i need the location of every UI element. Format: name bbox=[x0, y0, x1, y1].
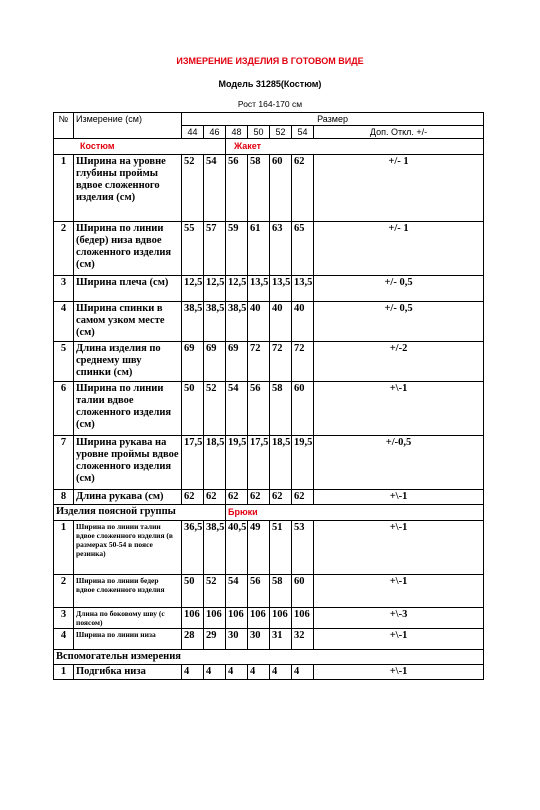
size-value: 32 bbox=[292, 629, 314, 650]
measurement-name: Ширина на уровне глубины проймы вдвое сложенного изделия (см) bbox=[74, 155, 182, 222]
measurement-name: Ширина по линии бедер вдвое сложенного изделия bbox=[74, 575, 182, 608]
size-value: 40 bbox=[292, 302, 314, 342]
size-value: 69 bbox=[226, 342, 248, 382]
size-value: 55 bbox=[182, 222, 204, 276]
size-value: 106 bbox=[292, 608, 314, 629]
section-row bbox=[54, 650, 484, 665]
tolerance-value: +/-2 bbox=[314, 342, 484, 382]
size-46: 46 bbox=[204, 126, 226, 139]
size-value: 4 bbox=[182, 665, 204, 680]
size-54: 54 bbox=[292, 126, 314, 139]
row-number: 1 bbox=[54, 155, 74, 222]
size-50: 50 bbox=[248, 126, 270, 139]
tolerance-value: +\-1 bbox=[314, 490, 484, 505]
size-value: 57 bbox=[204, 222, 226, 276]
size-value: 38,5 bbox=[204, 521, 226, 575]
section-garment: Жакет bbox=[234, 141, 262, 151]
size-value: 13,5 bbox=[270, 276, 292, 302]
tolerance-value: +/- 1 bbox=[314, 222, 484, 276]
size-value: 54 bbox=[204, 155, 226, 222]
section-label: Вспомогательн измерения bbox=[56, 651, 181, 662]
size-value: 62 bbox=[292, 490, 314, 505]
header-measure: Измерение (см) bbox=[74, 113, 182, 139]
table-row bbox=[54, 608, 484, 629]
size-value: 72 bbox=[292, 342, 314, 382]
table-row bbox=[54, 436, 484, 490]
size-value: 4 bbox=[204, 665, 226, 680]
size-value: 17,5 bbox=[248, 436, 270, 490]
row-number: 5 bbox=[54, 342, 74, 382]
section-left bbox=[54, 139, 226, 155]
section-label: Изделия поясной группы bbox=[56, 506, 176, 517]
size-value: 40 bbox=[248, 302, 270, 342]
table-body bbox=[54, 113, 484, 680]
size-value: 54 bbox=[226, 575, 248, 608]
model-name: Модель 31285(Костюм) bbox=[218, 79, 322, 89]
size-48: 48 bbox=[226, 126, 248, 139]
measurement-name: Подгибка низа bbox=[74, 665, 182, 680]
tolerance-value: +/-0,5 bbox=[314, 436, 484, 490]
size-value: 29 bbox=[204, 629, 226, 650]
size-44: 44 bbox=[182, 126, 204, 139]
section-label: Костюм bbox=[80, 141, 115, 151]
size-value: 12,5 bbox=[182, 276, 204, 302]
tolerance-value: +/- 0,5 bbox=[314, 302, 484, 342]
measurement-name: Длина рукава (см) bbox=[74, 490, 182, 505]
size-value: 106 bbox=[248, 608, 270, 629]
size-value: 4 bbox=[270, 665, 292, 680]
document-title: ИЗМЕРЕНИЕ ИЗДЕЛИЯ В ГОТОВОМ ВИДЕ bbox=[176, 56, 364, 66]
height-range: Рост 164-170 см bbox=[237, 99, 303, 109]
tolerance-value: +\-1 bbox=[314, 665, 484, 680]
size-value: 61 bbox=[248, 222, 270, 276]
section-row bbox=[54, 139, 484, 155]
size-value: 50 bbox=[182, 382, 204, 436]
measurement-name: Длина изделия по среднему шву спинки (см) bbox=[74, 342, 182, 382]
size-value: 53 bbox=[292, 521, 314, 575]
size-value: 69 bbox=[182, 342, 204, 382]
row-number: 7 bbox=[54, 436, 74, 490]
row-number: 4 bbox=[54, 629, 74, 650]
measurement-name: Ширина плеча (см) bbox=[74, 276, 182, 302]
size-value: 60 bbox=[292, 575, 314, 608]
size-value: 13,5 bbox=[248, 276, 270, 302]
table-row bbox=[54, 276, 484, 302]
size-value: 106 bbox=[270, 608, 292, 629]
row-number: 3 bbox=[54, 276, 74, 302]
size-value: 52 bbox=[204, 382, 226, 436]
measurement-table bbox=[53, 112, 484, 680]
size-value: 52 bbox=[204, 575, 226, 608]
size-value: 38,5 bbox=[182, 302, 204, 342]
row-number: 3 bbox=[54, 608, 74, 629]
header-num: № bbox=[54, 113, 74, 139]
tolerance-value: +\-3 bbox=[314, 608, 484, 629]
size-value: 62 bbox=[270, 490, 292, 505]
measurement-name: Ширина спинки в самом узком месте (см) bbox=[74, 302, 182, 342]
header-row-1 bbox=[54, 113, 484, 126]
size-value: 28 bbox=[182, 629, 204, 650]
row-number: 6 bbox=[54, 382, 74, 436]
measurement-name: Ширина по линии низа bbox=[74, 629, 182, 650]
table-row bbox=[54, 521, 484, 575]
size-value: 19,5 bbox=[292, 436, 314, 490]
measurement-name: Ширина рукава на уровне проймы вдвое сложенного изделия (см) bbox=[74, 436, 182, 490]
size-value: 38,5 bbox=[204, 302, 226, 342]
size-value: 18,5 bbox=[204, 436, 226, 490]
size-value: 4 bbox=[226, 665, 248, 680]
size-value: 4 bbox=[292, 665, 314, 680]
size-value: 63 bbox=[270, 222, 292, 276]
size-value: 12,5 bbox=[204, 276, 226, 302]
size-value: 50 bbox=[182, 575, 204, 608]
size-value: 49 bbox=[248, 521, 270, 575]
size-52: 52 bbox=[270, 126, 292, 139]
size-value: 65 bbox=[292, 222, 314, 276]
size-value: 60 bbox=[292, 382, 314, 436]
size-value: 51 bbox=[270, 521, 292, 575]
size-value: 59 bbox=[226, 222, 248, 276]
size-value: 72 bbox=[248, 342, 270, 382]
row-number: 8 bbox=[54, 490, 74, 505]
table-row bbox=[54, 575, 484, 608]
size-value: 56 bbox=[226, 155, 248, 222]
section-right bbox=[226, 139, 484, 155]
table-row bbox=[54, 490, 484, 505]
size-value: 12,5 bbox=[226, 276, 248, 302]
measurement-name: Ширина по линии талии вдвое сложенного изделия (в размерах 50-54 в поясе резинка) bbox=[74, 521, 182, 575]
header-tolerance: Доп. Откл. +/- bbox=[314, 126, 484, 139]
size-value: 106 bbox=[182, 608, 204, 629]
size-value: 40,5 bbox=[226, 521, 248, 575]
measurement-name: Ширина по линии (бедер) низа вдвое сложенного изделия (см) bbox=[74, 222, 182, 276]
size-value: 60 bbox=[270, 155, 292, 222]
size-value: 106 bbox=[204, 608, 226, 629]
size-value: 58 bbox=[270, 575, 292, 608]
size-value: 52 bbox=[182, 155, 204, 222]
size-value: 62 bbox=[292, 155, 314, 222]
size-value: 106 bbox=[226, 608, 248, 629]
row-number: 2 bbox=[54, 575, 74, 608]
size-value: 62 bbox=[204, 490, 226, 505]
tolerance-value: +\-1 bbox=[314, 629, 484, 650]
table-row bbox=[54, 302, 484, 342]
section-right bbox=[226, 505, 484, 521]
size-value: 31 bbox=[270, 629, 292, 650]
table-row bbox=[54, 222, 484, 276]
table-row bbox=[54, 382, 484, 436]
size-value: 62 bbox=[248, 490, 270, 505]
row-number: 1 bbox=[54, 521, 74, 575]
size-value: 56 bbox=[248, 382, 270, 436]
header-size: Размер bbox=[182, 113, 484, 126]
table-row bbox=[54, 629, 484, 650]
size-value: 4 bbox=[248, 665, 270, 680]
size-value: 13,5 bbox=[292, 276, 314, 302]
measurement-name: Ширина по линии талии вдвое сложенного изделия (см) bbox=[74, 382, 182, 436]
size-value: 40 bbox=[270, 302, 292, 342]
size-value: 56 bbox=[248, 575, 270, 608]
size-value: 36,5 bbox=[182, 521, 204, 575]
tolerance-value: +\-1 bbox=[314, 521, 484, 575]
size-value: 72 bbox=[270, 342, 292, 382]
section-left bbox=[54, 505, 226, 521]
section-row bbox=[54, 505, 484, 521]
size-value: 30 bbox=[226, 629, 248, 650]
size-value: 58 bbox=[270, 382, 292, 436]
tolerance-value: +/- 1 bbox=[314, 155, 484, 222]
size-value: 18,5 bbox=[270, 436, 292, 490]
row-number: 1 bbox=[54, 665, 74, 680]
row-number: 2 bbox=[54, 222, 74, 276]
size-value: 62 bbox=[226, 490, 248, 505]
size-value: 19,5 bbox=[226, 436, 248, 490]
size-value: 62 bbox=[182, 490, 204, 505]
tolerance-value: +\-1 bbox=[314, 382, 484, 436]
section-left bbox=[54, 650, 484, 665]
row-number: 4 bbox=[54, 302, 74, 342]
tolerance-value: +\-1 bbox=[314, 575, 484, 608]
size-value: 58 bbox=[248, 155, 270, 222]
table-row bbox=[54, 155, 484, 222]
size-value: 38,5 bbox=[226, 302, 248, 342]
size-value: 54 bbox=[226, 382, 248, 436]
section-garment: Брюки bbox=[228, 507, 258, 517]
table-row bbox=[54, 342, 484, 382]
tolerance-value: +/- 0,5 bbox=[314, 276, 484, 302]
table-row bbox=[54, 665, 484, 680]
size-value: 17,5 bbox=[182, 436, 204, 490]
measurement-name: Длина по боковому шву (с поясом) bbox=[74, 608, 182, 629]
size-value: 30 bbox=[248, 629, 270, 650]
size-value: 69 bbox=[204, 342, 226, 382]
